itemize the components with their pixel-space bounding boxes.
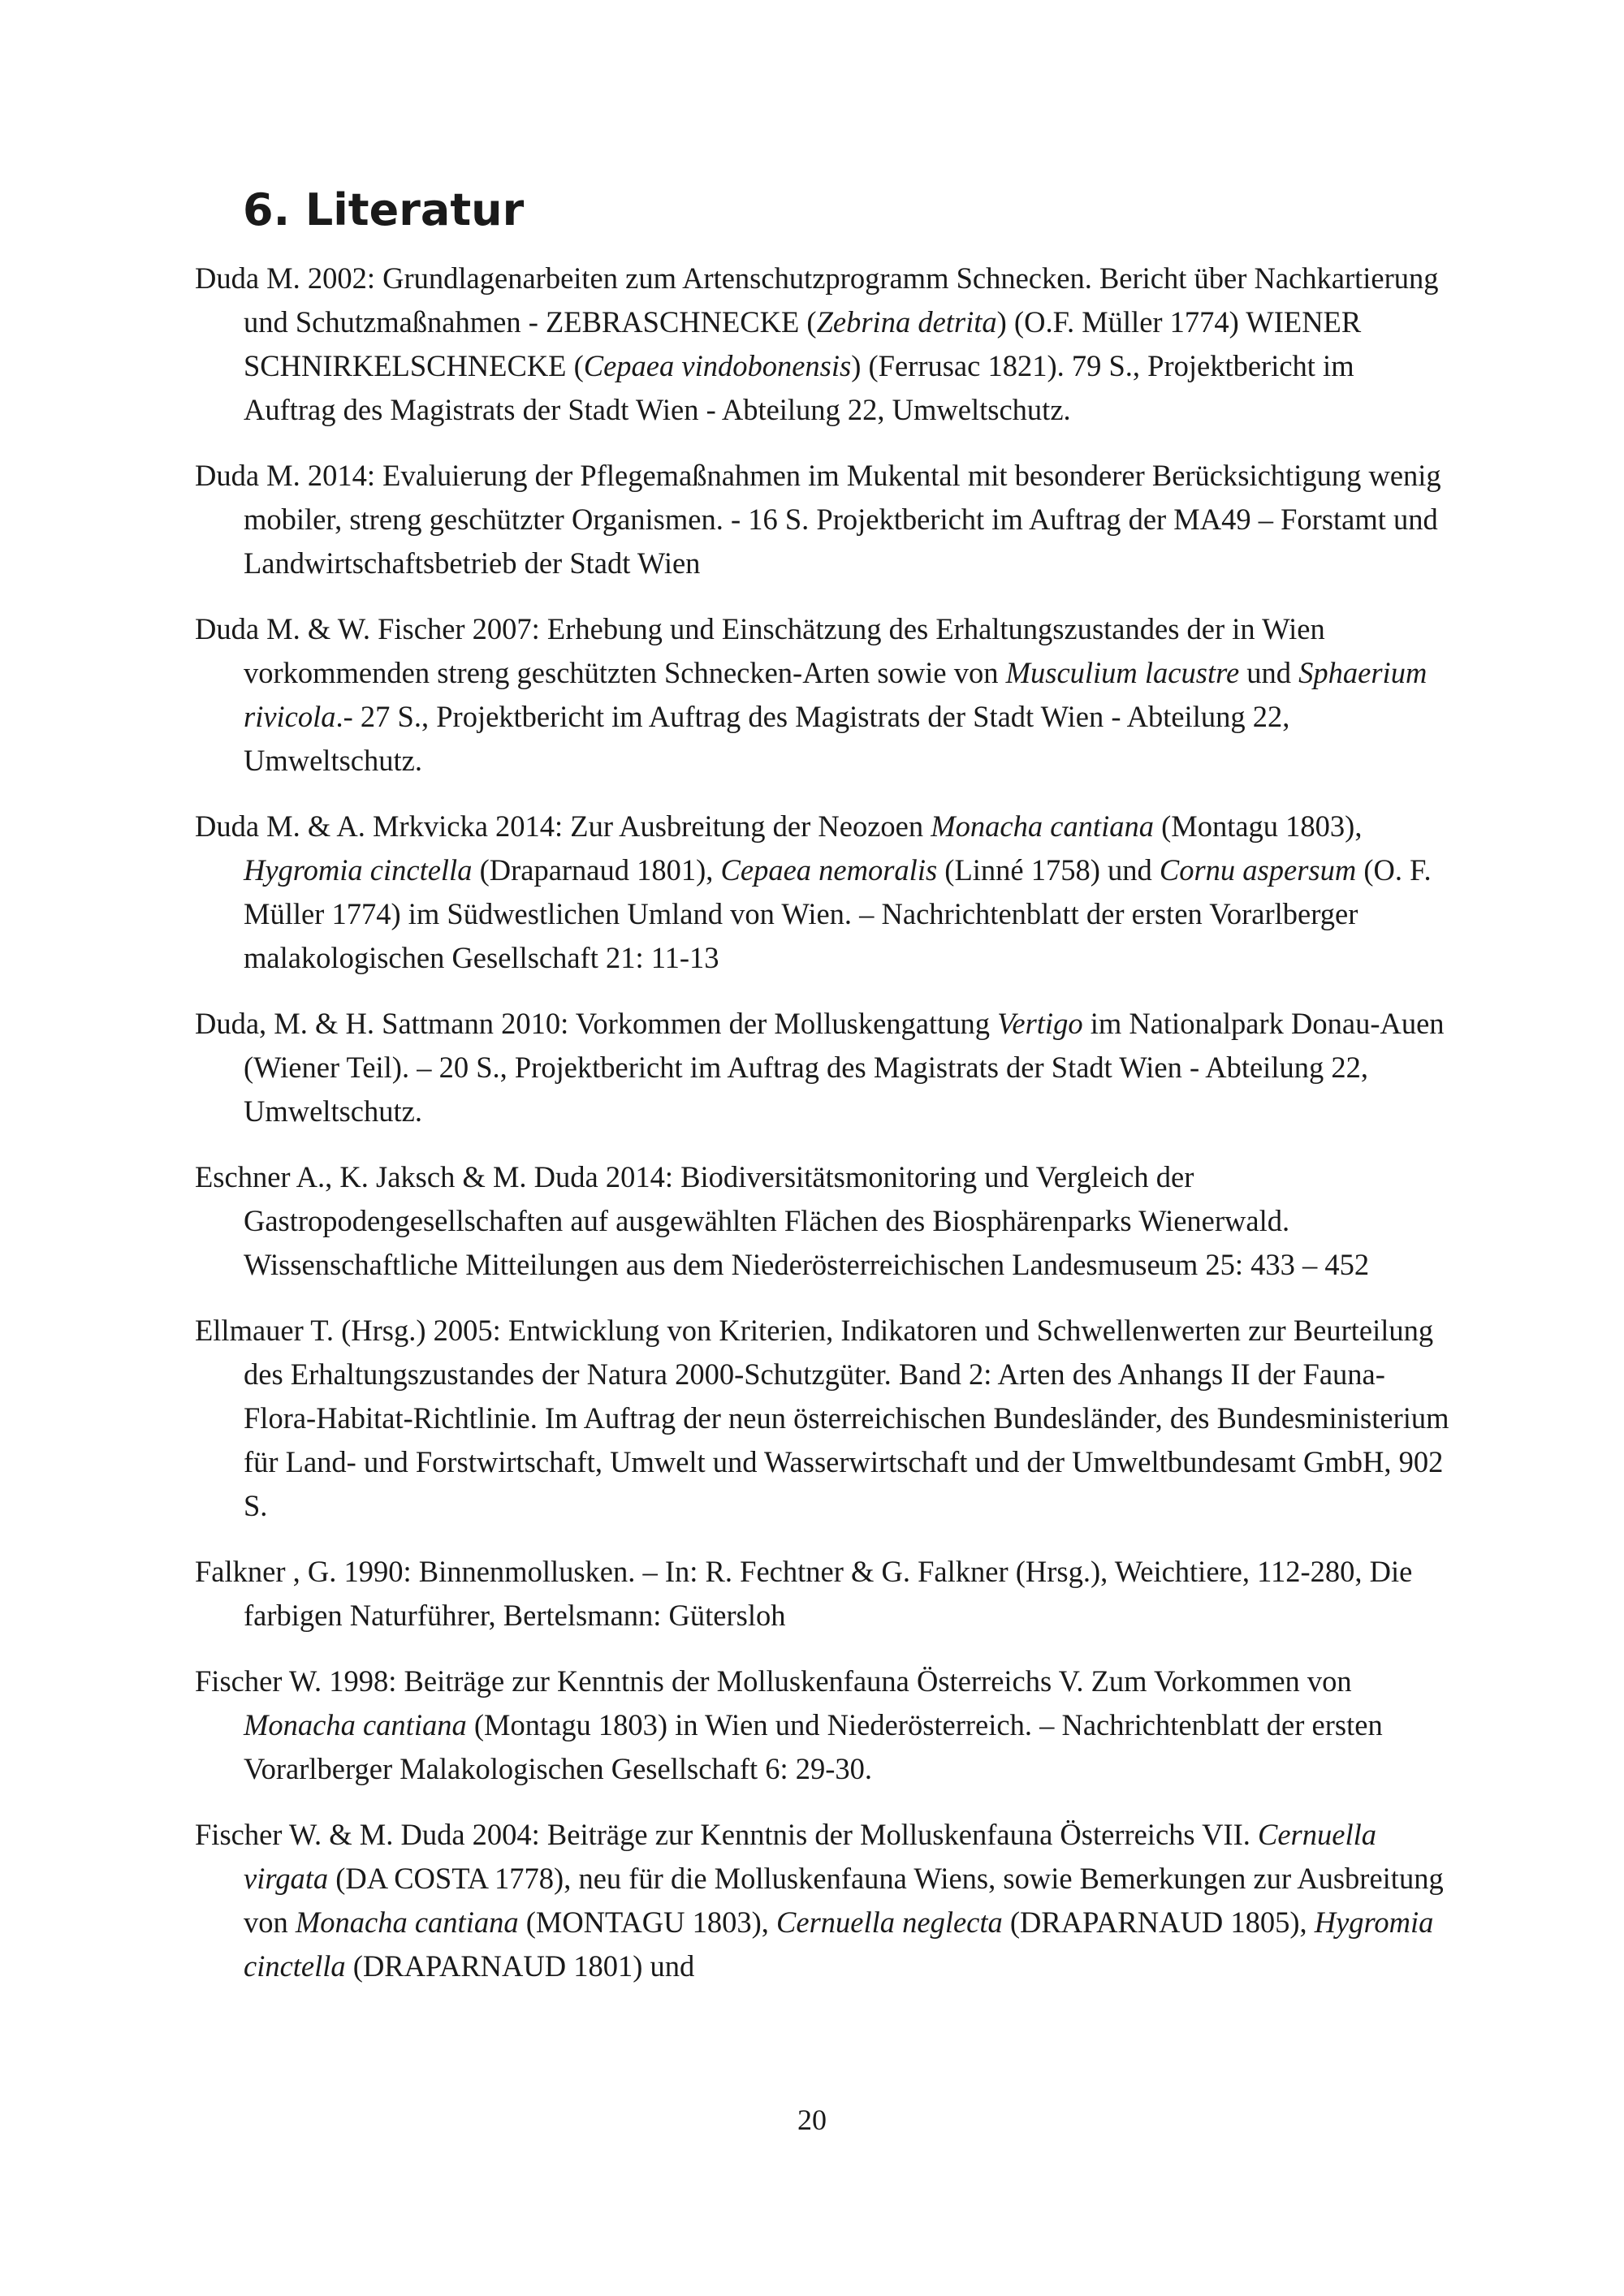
- species-name: Monacha cantiana: [295, 1905, 519, 1939]
- section-heading: 6. Literatur: [243, 184, 525, 235]
- species-name: Hygromia cinctella: [244, 1905, 1434, 1983]
- reference-list: [195, 257, 1452, 2010]
- reference-entry: Duda M. 2002: Grundlagenarbeiten zum Artenschutzprogramm Schnecken. Bericht über Nachkartierung und Schutzmaßnahmen - ZEBRASCHNECKE (Zebrina detrita) (O.F. Müller 1774) WIENER SCHNIRKELSCHNECKE (Cepaea vindobonensis) (Ferrusac 1821). 79 S., Projektbericht im Auftrag des Magistrats der Stadt Wien - Abteilung 22, Umweltschutz.: [195, 261, 1439, 426]
- species-name: Musculium lacustre: [1005, 656, 1240, 689]
- species-name: Hygromia cinctella: [244, 853, 473, 887]
- species-name: Cornu aspersum: [1159, 853, 1357, 887]
- species-name: Cepaea nemoralis: [720, 853, 938, 887]
- reference-entry: Falkner , G. 1990: Binnenmollusken. – In: R. Fechtner & G. Falkner (Hrsg.), Weichtiere, 112-280, Die farbigen Naturführer, Bertelsmann: Gütersloh: [195, 1555, 1413, 1632]
- species-name: Zebrina detrita: [816, 305, 997, 339]
- reference-entry: Fischer W. & M. Duda 2004: Beiträge zur Kenntnis der Molluskenfauna Österreichs VII. Cernuella virgata (DA COSTA 1778), neu für die Molluskenfauna Wiens, sowie Bemerkungen zur Ausbreitung von Monacha cantiana (MONTAGU 1803), Cernuella neglecta (DRAPARNAUD 1805), Hygromia cinctella (DRAPARNAUD 1801) und: [195, 1818, 1444, 1983]
- page-number: 20: [797, 2104, 827, 2136]
- species-name: Cernuella virgata: [244, 1818, 1376, 1895]
- species-name: Monacha cantiana: [931, 809, 1154, 843]
- reference-entry: Duda, M. & H. Sattmann 2010: Vorkommen der Molluskengattung Vertigo im Nationalpark Donau-Auen (Wiener Teil). – 20 S., Projektbericht im Auftrag des Magistrats der Stadt Wien - Abteilung 22, Umweltschutz.: [195, 1007, 1445, 1128]
- genus-name: Vertigo: [997, 1007, 1083, 1040]
- reference-entry: Ellmauer T. (Hrsg.) 2005: Entwicklung von Kriterien, Indikatoren und Schwellenwerten zur Beurteilung des Erhaltungszustandes der Natura 2000-Schutzgüter. Band 2: Arten des Anhangs II der Fauna-Flora-Habitat-Richtlinie. Im Auftrag der neun österreichischen Bundesländer, des Bundesministerium für Land- und Forstwirtschaft, Umwelt und Wasserwirtschaft und der Umweltbundesamt GmbH, 902 S.: [195, 1314, 1449, 1522]
- species-name: Monacha cantiana: [244, 1708, 467, 1741]
- species-name: Sphaerium rivicola: [244, 656, 1427, 733]
- reference-entry: Duda M. & W. Fischer 2007: Erhebung und Einschätzung des Erhaltungszustandes der in Wien vorkommenden streng geschützten Schnecken-Arten sowie von Musculium lacustre und Sphaerium rivicola.- 27 S., Projektbericht im Auftrag des Magistrats der Stadt Wien - Abteilung 22, Umweltschutz.: [195, 612, 1427, 777]
- reference-entry: Duda M. & A. Mrkvicka 2014: Zur Ausbreitung der Neozoen Monacha cantiana (Montagu 1803), Hygromia cinctella (Draparnaud 1801), Cepaea nemoralis (Linné 1758) und Cornu aspersum (O. F. Müller 1774) im Südwestlichen Umland von Wien. – Nachrichtenblatt der ersten Vorarlberger malakologischen Gesellschaft 21: 11-13: [195, 809, 1432, 974]
- reference-entry: Fischer W. 1998: Beiträge zur Kenntnis der Molluskenfauna Österreichs V. Zum Vorkommen von Monacha cantiana (Montagu 1803) in Wien und Niederösterreich. – Nachrichtenblatt der ersten Vorarlberger Malakologischen Gesellschaft 6: 29-30.: [195, 1664, 1383, 1785]
- species-name: Cepaea vindobonensis: [583, 349, 852, 382]
- species-name: Cernuella neglecta: [776, 1905, 1003, 1939]
- reference-entry: Duda M. 2014: Evaluierung der Pflegemaßnahmen im Mukental mit besonderer Berücksichtigung wenig mobiler, streng geschützter Organismen. - 16 S. Projektbericht im Auftrag der MA49 – Forstamt und Landwirtschaftsbetrieb der Stadt Wien: [195, 459, 1441, 580]
- reference-entry: Eschner A., K. Jaksch & M. Duda 2014: Biodiversitätsmonitoring und Vergleich der Gastropodengesellschaften auf ausgewählten Flächen des Biosphärenparks Wienerwald. Wissenschaftliche Mitteilungen aus dem Niederösterreichischen Landesmuseum 25: 433 – 452: [195, 1160, 1370, 1281]
